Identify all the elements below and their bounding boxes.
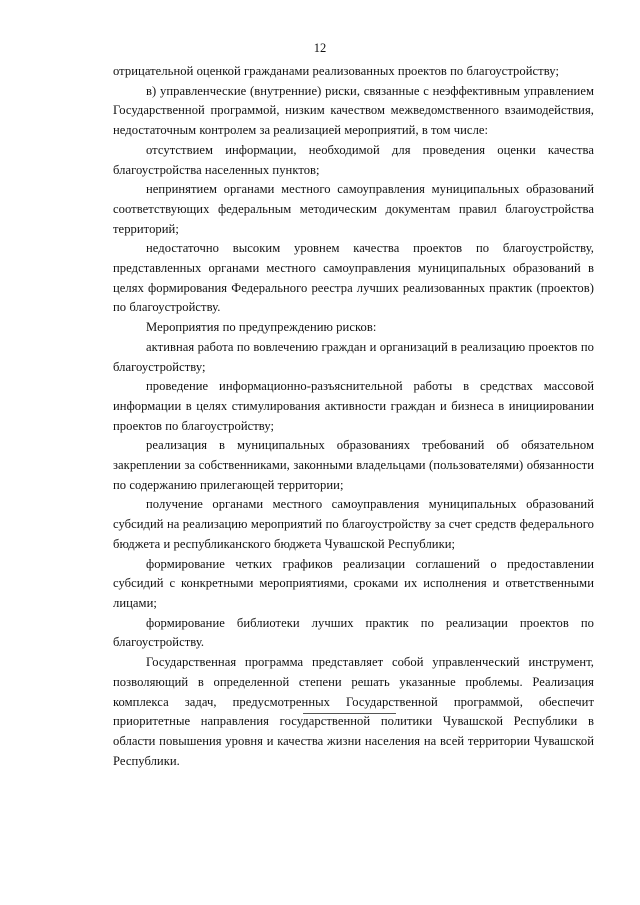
paragraph: получение органами местного самоуправления муниципальных образований субсидий на реализацию мероприятий по благоустройству за счет средств федерального бюджета и республиканского бюджета Чувашской Республики; — [113, 497, 594, 551]
document-body — [113, 62, 594, 771]
page-number: 12 — [313, 41, 327, 55]
paragraph: проведение информационно-разъяснительной работы в средствах массовой информации в целях стимулирования активности граждан и бизнеса в инициировании проектов по благоустройству; — [113, 379, 594, 433]
paragraph: отсутствием информации, необходимой для проведения оценки качества благоустройства населенных пунктов; — [113, 142, 594, 177]
paragraph: активная работа по вовлечению граждан и организаций в реализацию проектов по благоустройству; — [113, 339, 594, 374]
paragraph: реализация в муниципальных образованиях требований об обязательном закреплении за собственниками, законными владельцами (пользователями) обязанности по содержанию прилегающей территории; — [113, 438, 594, 492]
paragraph: формирование четких графиков реализации соглашений о предоставлении субсидий с конкретными мероприятиями, сроками их исполнения и ответственными лицами; — [113, 556, 594, 610]
paragraph: отрицательной оценкой гражданами реализованных проектов по благоустройству; — [113, 64, 560, 78]
paragraph: Мероприятия по предупреждению рисков: — [146, 320, 377, 335]
paragraph: формирование библиотеки лучших практик по реализации проектов по благоустройству. — [113, 615, 594, 650]
paragraph: Государственная программа представляет собой управленческий инструмент, позволяющий в определенной степени решать указанные проблемы. Реализация комплекса задач, предусмотренных Государственной программой, обеспечит приоритетные направления государственной политики Чувашской Республики в области повышения уровня и качества жизни населения на всей территории Чувашской Республики. — [113, 655, 594, 768]
end-divider — [303, 713, 396, 714]
paragraph: недостаточно высоким уровнем качества проектов по благоустройству, представленных органами местного самоуправления муниципальных образований в целях формирования Федерального реестра лучших реализованных практик (проектов) по благоустройству. — [113, 241, 594, 315]
paragraph: непринятием органами местного самоуправления муниципальных образований соответствующих федеральным методическим документам правил благоустройства территорий; — [113, 182, 594, 236]
paragraph: в) управленческие (внутренние) риски, связанные с неэффективным управлением Государственной программой, низким качеством межведомственного взаимодействия, недостаточным контролем за реализацией мероприятий, в том числе: — [113, 83, 594, 138]
